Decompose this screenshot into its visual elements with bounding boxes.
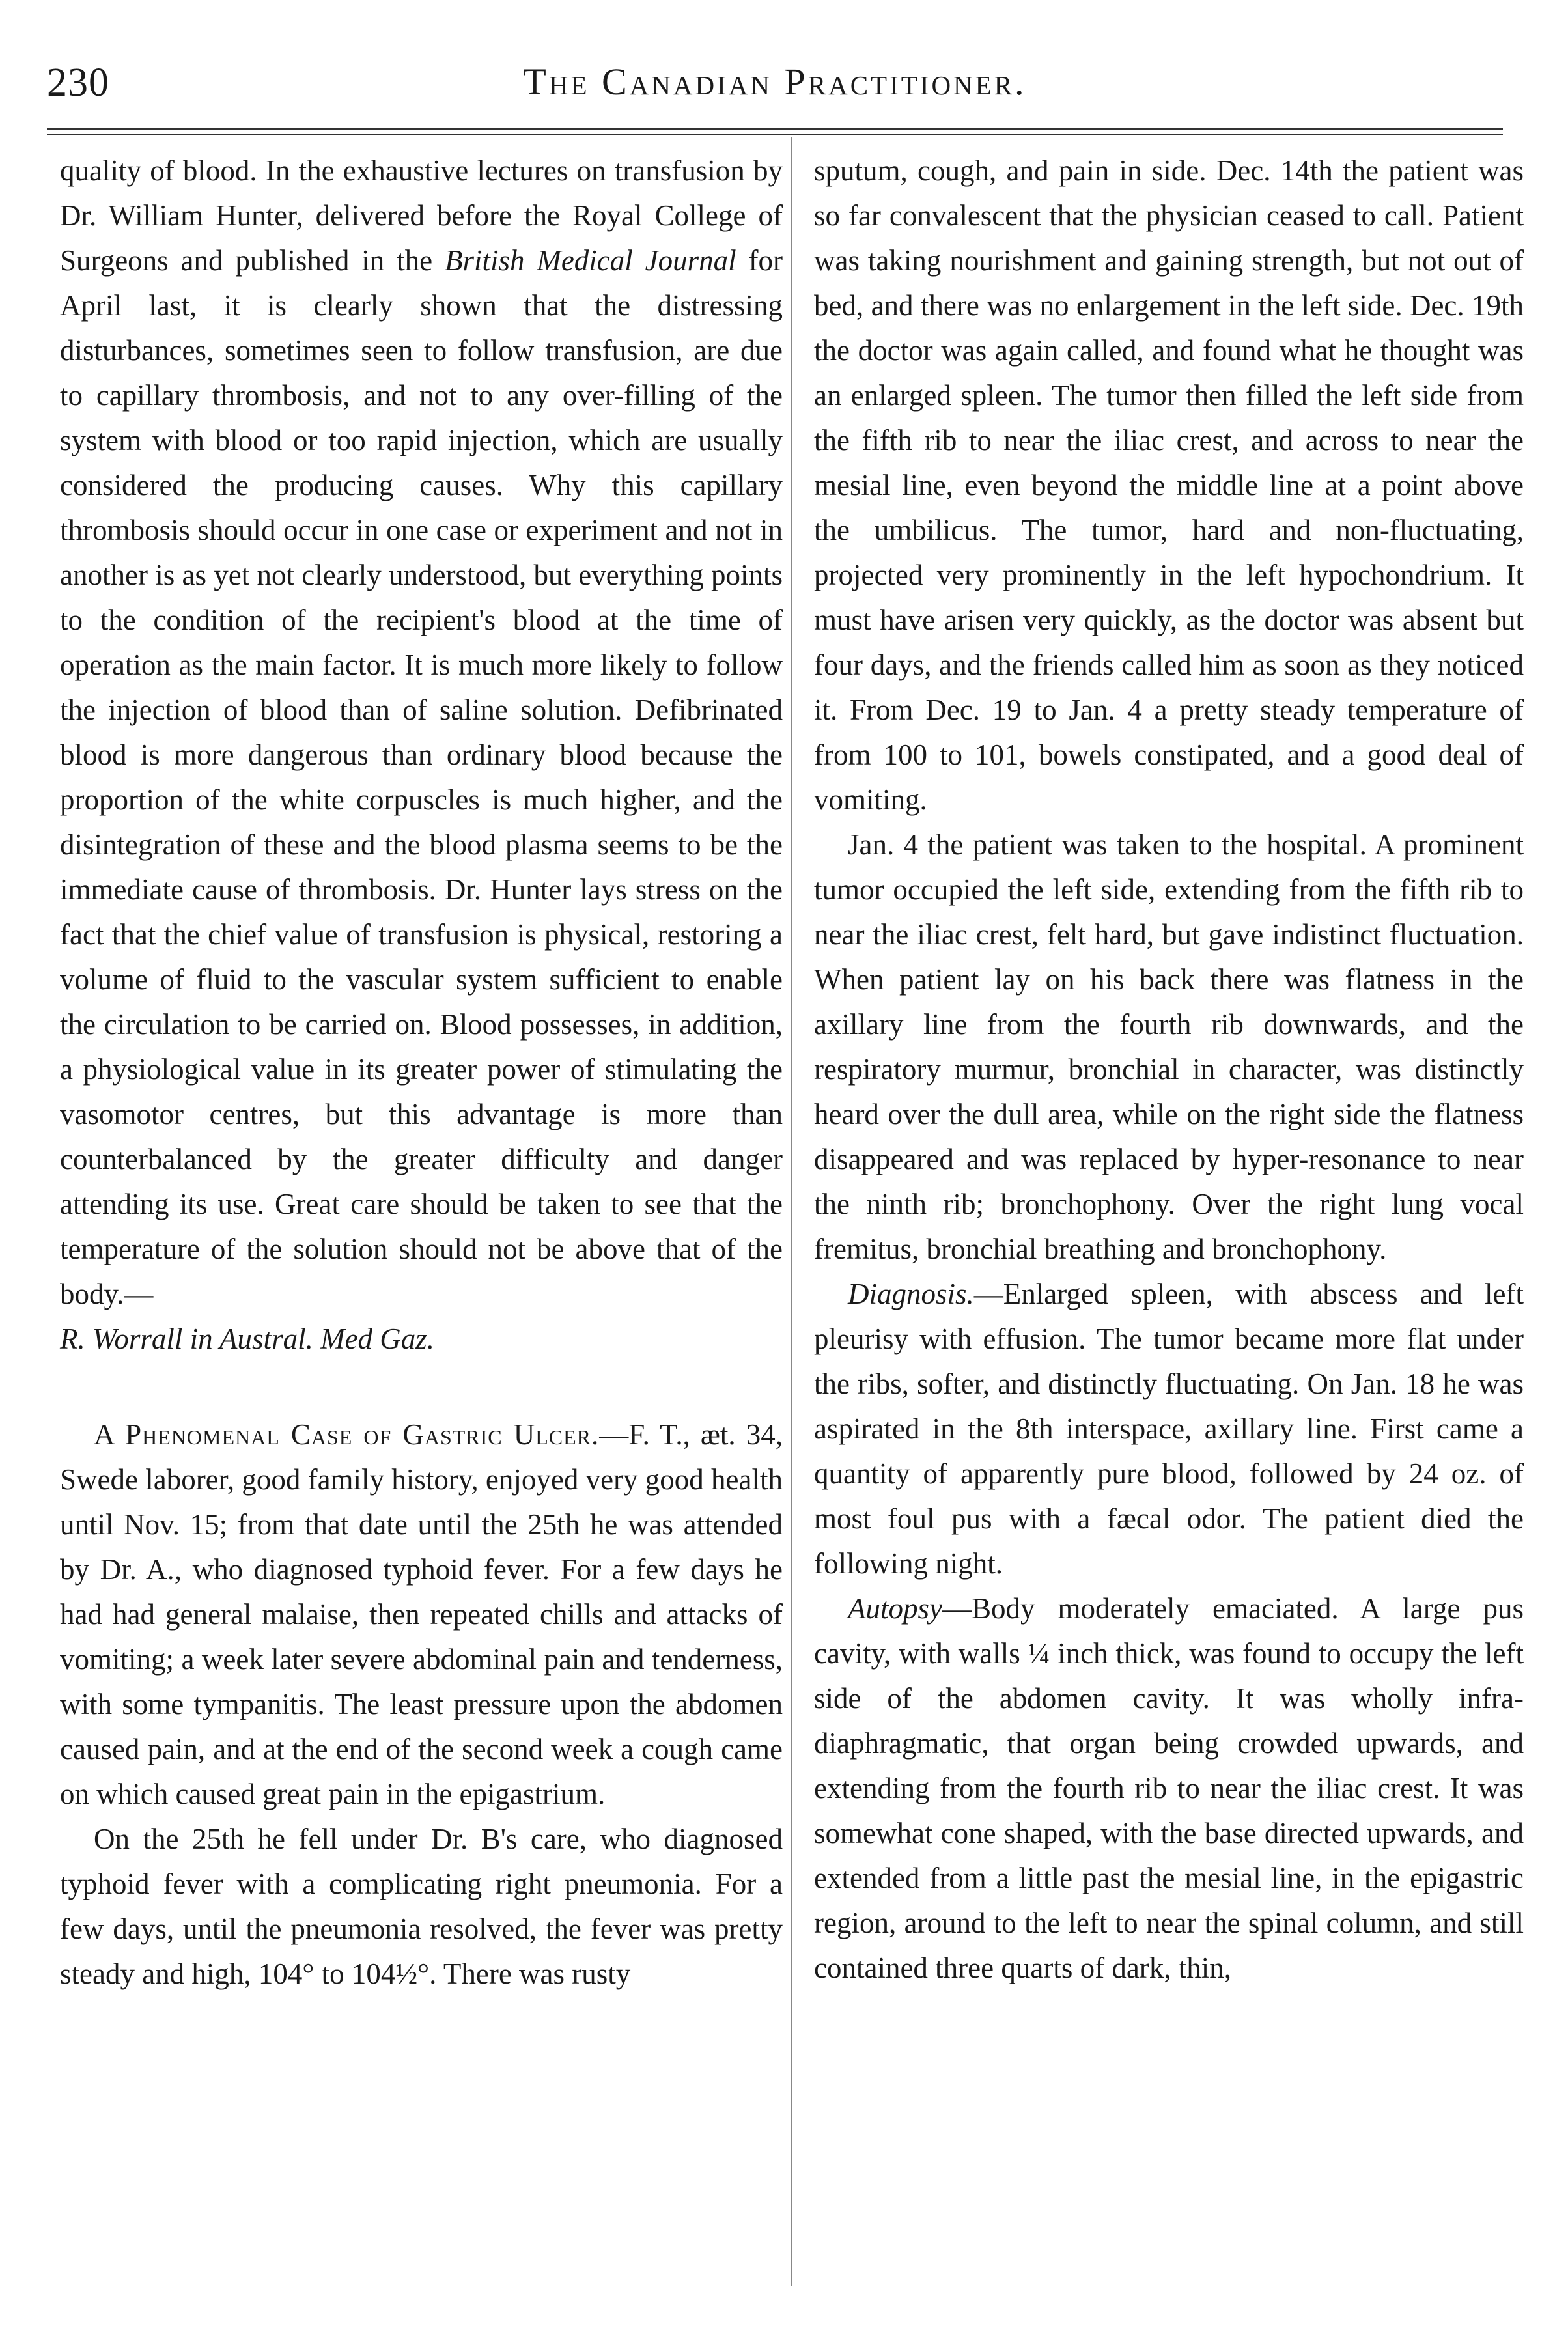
header-rule-top xyxy=(47,128,1503,130)
column-divider xyxy=(791,137,792,2286)
diagnosis-label: Diagnosis. xyxy=(848,1278,974,1310)
gastric-ulcer-text: —F. T., æt. 34, Swede laborer, good family history, enjoyed very good health until Nov. 15; from that date until the 25th he was attended by Dr. A., who diagnosed typhoid fever. For a few days he had had general malaise, then repeated chills and attacks of vomiting; a week later severe abdominal pain and tenderness, with some tympanitis. The least pressure upon the abdomen caused pain, and at the end of the second week a cough came on which caused great pain in the epigastrium. xyxy=(60,1418,783,1810)
gastric-ulcer-paragraph xyxy=(60,1412,783,1817)
running-title: The Canadian Practitioner. xyxy=(523,61,1027,103)
dr-b-paragraph: On the 25th he fell under Dr. B's care, who diagnosed typhoid fever with a complicating right pneumonia. For a few days, until the pneumonia resolved, the fever was pretty steady and high, 104° to 104½°. There was rusty xyxy=(60,1823,783,1990)
article-signature: R. Worrall in Austral. Med Gaz. xyxy=(60,1323,435,1355)
hospital-paragraph: Jan. 4 the patient was taken to the hospital. A prominent tumor occupied the left side, extending from the fifth rib to near the iliac crest, felt hard, but gave indistinct fluctuation. When patient lay on his back there was flatness in the axillary line from the fourth rib downwards, and the respiratory murmur, bronchial in character, was distinctly heard over the dull area, while on the right side the flatness disappeared and was replaced by hyper-resonance to near the ninth rib; bronchophony. Over the right lung vocal fremitus, bronchial breathing and bronchophony. xyxy=(814,828,1524,1265)
transfusion-text-part-1: quality of blood. In the exhaustive lectures on transfusion by Dr. William Hunter, delivered before the Royal College of Surgeons and published in the xyxy=(60,154,783,277)
left-column xyxy=(60,148,783,1997)
transfusion-paragraph xyxy=(60,148,783,1362)
journal-title: British Medical Journal xyxy=(444,244,736,277)
section-gap xyxy=(60,1362,783,1412)
autopsy-label: Autopsy xyxy=(848,1592,942,1625)
autopsy-text: —Body moderately emaciated. A large pus cavity, with walls ¼ inch thick, was found to occupy the left side of the abdomen cavity. It was wholly infra-diaphragmatic, that organ being crowded upwards, and extending from the fourth rib to near the iliac crest. It was somewhat cone shaped, with the base directed upwards, and extended from a little past the mesial line, in the epigastric region, around to the left to near the spinal column, and still contained three quarts of dark, thin, xyxy=(814,1592,1524,1984)
transfusion-text-part-2: for April last, it is clearly shown that the distressing disturbances, sometimes seen to follow transfusion, are due to capillary thrombosis, and not to any over-filling of the system with blood or too rapid injection, which are usually considered the producing causes. Why this capillary thrombosis should occur in one case or experiment and not in another is as yet not clearly understood, but everything points to the condition of the recipient's blood at the time of operation as the main factor. It is much more likely to follow the injection of blood than of saline solution. Defibrinated blood is more dangerous than ordinary blood because the proportion of the white corpuscles is much higher, and the disintegration of these and the blood plasma seems to be the immediate cause of thrombosis. Dr. Hunter lays stress on the fact that the chief value of transfusion is physical, restoring a volume of fluid to the vascular system sufficient to enable the circulation to be carried on. Blood possesses, in addition, a physiological value in its greater power of stimulating the vasomotor centres, but this advantage is more than counterbalanced by the greater difficulty and danger attending its use. Great care should be taken to see that the temperature of the solution should not be above that of the body.— xyxy=(60,244,783,1310)
right-column xyxy=(814,148,1524,1991)
section-heading: A Phenomenal Case of Gastric Ulcer. xyxy=(94,1418,600,1451)
diagnosis-paragraph xyxy=(814,1272,1524,1586)
page-header xyxy=(47,60,1503,132)
page-number: 230 xyxy=(47,61,109,105)
header-rule-bottom xyxy=(47,134,1503,135)
autopsy-paragraph xyxy=(814,1586,1524,1991)
case-history-paragraph: sputum, cough, and pain in side. Dec. 14th the patient was so far convalescent that the physician ceased to call. Patient was taking nourishment and gaining strength, but not out of bed, and there was no enlargement in the left side. Dec. 19th the doctor was again called, and found what he thought was an enlarged spleen. The tumor then filled the left side from the fifth rib to near the iliac crest, and across to near the mesial line, even beyond the middle line at a point above the umbilicus. The tumor, hard and non-fluctuating, projected very prominently in the left hypochondrium. It must have arisen very quickly, as the doctor was absent but four days, and the friends called him as soon as they noticed it. From Dec. 19 to Jan. 4 a pretty steady temperature of from 100 to 101, bowels constipated, and a good deal of vomiting. xyxy=(814,154,1524,816)
diagnosis-text: —Enlarged spleen, with abscess and left pleurisy with effusion. The tumor became more flat under the ribs, softer, and distinctly fluctuating. On Jan. 18 he was aspirated in the 8th interspace, axillary line. First came a quantity of apparently pure blood, followed by 24 oz. of most foul pus with a fæcal odor. The patient died the following night. xyxy=(814,1278,1524,1580)
